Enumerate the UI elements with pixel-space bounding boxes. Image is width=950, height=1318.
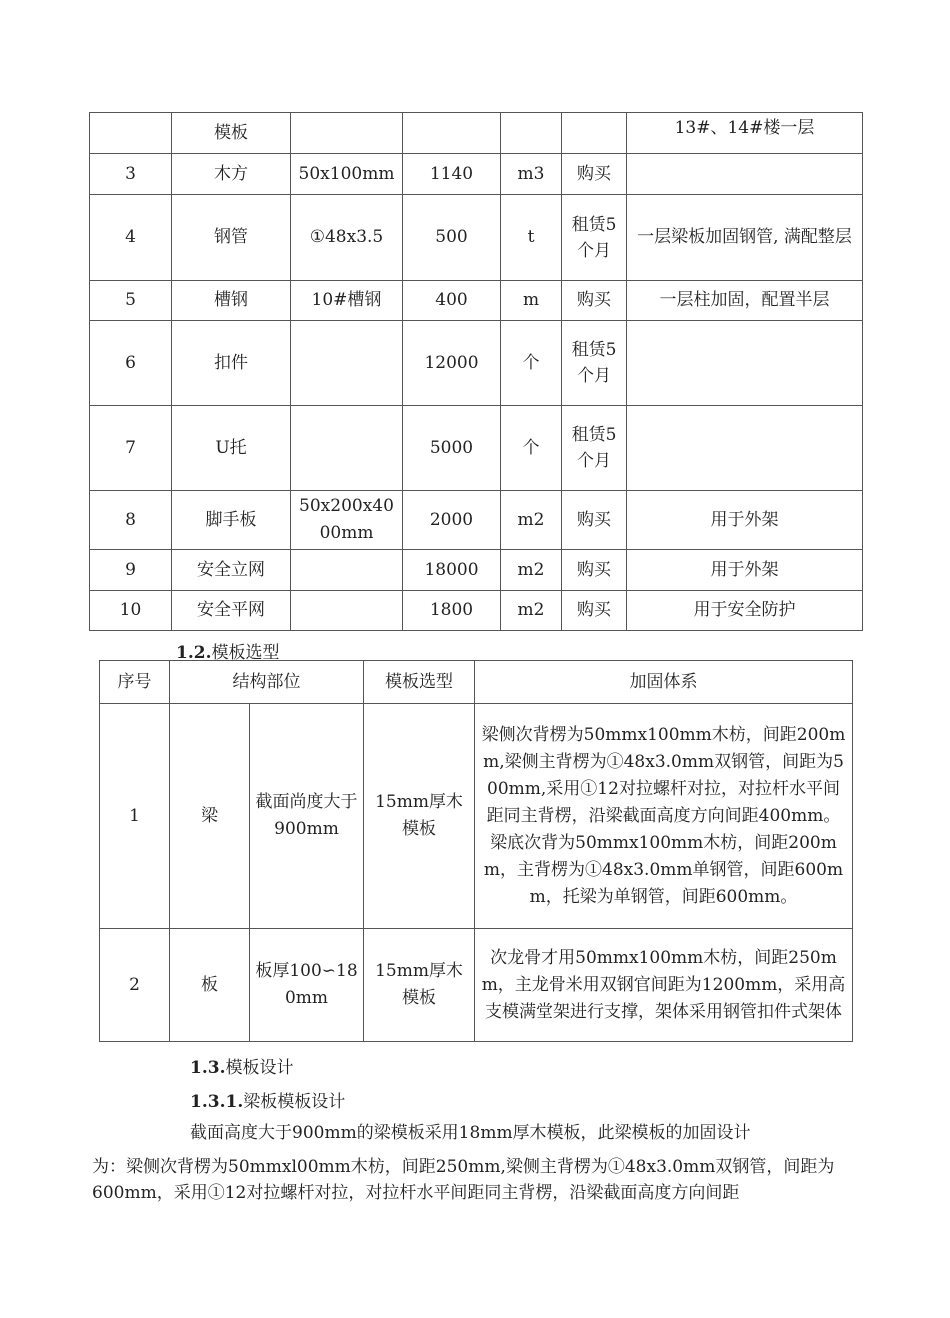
- cell-unit: 个: [501, 321, 562, 406]
- paragraph-body: 为：梁侧次背楞为50mmxl00mm木枋，间距250mm,梁侧主背楞为①48x3.0mm双钢管，间距为600mm，采用①12对拉螺杆对拉，对拉杆水平间距同主背楞，沿梁截面高度方向间距: [92, 1157, 835, 1203]
- cell-name: 槽钢: [172, 281, 291, 321]
- section-heading-1-3-1: 1.3.1.梁板模板设计: [190, 1092, 346, 1112]
- table-row: [90, 406, 863, 491]
- cell-spec: [291, 591, 403, 631]
- cell-qty: 500: [403, 195, 501, 281]
- cell-name: 安全平网: [172, 591, 291, 631]
- header-part: 结构部位: [170, 661, 364, 704]
- cell-qty: 1140: [403, 154, 501, 195]
- paragraph-first-line: 截面高度大于900mm的梁模板采用18mm厚木模板，此梁模板的加固设计: [190, 1123, 751, 1143]
- cell-unit: m3: [501, 154, 562, 195]
- cell-name: 木方: [172, 154, 291, 195]
- cell-note: [627, 406, 863, 491]
- cell-spec: 10#槽钢: [291, 281, 403, 321]
- cell-no: 7: [90, 406, 172, 491]
- table-row: [90, 550, 863, 591]
- table-row: [90, 321, 863, 406]
- cell-method: 购买: [562, 591, 627, 631]
- row-no: 1: [100, 704, 170, 929]
- table-row: [90, 113, 863, 154]
- row-no: 2: [100, 929, 170, 1042]
- cell-no: 3: [90, 154, 172, 195]
- cell-method: 购买: [562, 550, 627, 591]
- section-heading-1-2: 1.2.模板选型: [176, 643, 280, 663]
- cell-method: 购买: [562, 491, 627, 550]
- cell-note: [627, 154, 863, 195]
- materials-table: [89, 112, 863, 631]
- cell-qty: 18000: [403, 550, 501, 591]
- cell-method: 租赁5个月: [562, 195, 627, 281]
- table-row: [90, 591, 863, 631]
- row-part: 梁: [170, 704, 250, 929]
- cell-note: 用于外架: [627, 491, 863, 550]
- cell-unit: m2: [501, 491, 562, 550]
- cell-method: 购买: [562, 154, 627, 195]
- cell-name: 钢管: [172, 195, 291, 281]
- header-no: 序号: [100, 661, 170, 704]
- cell-spec: [291, 321, 403, 406]
- cell-spec: ①48x3.5: [291, 195, 403, 281]
- cell-method: [562, 113, 627, 154]
- cell-qty: 12000: [403, 321, 501, 406]
- cell-method: 购买: [562, 281, 627, 321]
- table-row: [90, 154, 863, 195]
- row-part: 板: [170, 929, 250, 1042]
- cell-unit: t: [501, 195, 562, 281]
- section-heading-1-3: 1.3.模板设计: [190, 1058, 294, 1078]
- cell-method: 租赁5个月: [562, 406, 627, 491]
- cell-qty: 2000: [403, 491, 501, 550]
- cell-spec: [291, 406, 403, 491]
- cell-name: 脚手板: [172, 491, 291, 550]
- cell-unit: 个: [501, 406, 562, 491]
- cell-qty: [403, 113, 501, 154]
- cell-unit: m: [501, 281, 562, 321]
- cell-unit: m2: [501, 591, 562, 631]
- cell-no: 9: [90, 550, 172, 591]
- row-type: 15mm厚木模板: [364, 929, 475, 1042]
- table-row: [100, 704, 853, 929]
- cell-method: 租赁5个月: [562, 321, 627, 406]
- cell-spec: [291, 550, 403, 591]
- cell-unit: m2: [501, 550, 562, 591]
- cell-note: 一层柱加固，配置半层: [627, 281, 863, 321]
- table-row: [100, 929, 853, 1042]
- cell-unit: [501, 113, 562, 154]
- cell-qty: 5000: [403, 406, 501, 491]
- row-system: 梁侧次背楞为50mmx100mm木枋，间距200mm,梁侧主背楞为①48x3.0mm双钢管，间距为500mm,采用①12对拉螺杆对拉，对拉杆水平间距同主背楞，沿梁截面高度方向间距400mm。梁底次背为50mmx100mm木枋，间距200mm，主背楞为①48x3.0mm单钢管，间距600mm，托梁为单钢管，间距600mm。: [475, 704, 853, 929]
- cell-note: 13#、14#楼一层: [627, 113, 863, 154]
- table-row: [90, 491, 863, 550]
- cell-note: [627, 321, 863, 406]
- cell-name: 安全立网: [172, 550, 291, 591]
- cell-spec: 50x100mm: [291, 154, 403, 195]
- cell-no: 4: [90, 195, 172, 281]
- cell-no: 10: [90, 591, 172, 631]
- row-type: 15mm厚木模板: [364, 704, 475, 929]
- header-type: 模板选型: [364, 661, 475, 704]
- cell-no: 6: [90, 321, 172, 406]
- cell-qty: 400: [403, 281, 501, 321]
- table-header-row: [100, 661, 853, 704]
- cell-spec: [291, 113, 403, 154]
- cell-note: 用于外架: [627, 550, 863, 591]
- cell-qty: 1800: [403, 591, 501, 631]
- cell-name: 模板: [172, 113, 291, 154]
- table-row: [90, 195, 863, 281]
- cell-no: [90, 113, 172, 154]
- cell-note: 一层梁板加固钢管, 满配整层: [627, 195, 863, 281]
- cell-spec: 50x200x4000mm: [291, 491, 403, 550]
- cell-no: 5: [90, 281, 172, 321]
- cell-name: U托: [172, 406, 291, 491]
- cell-name: 扣件: [172, 321, 291, 406]
- row-subpart: 板厚100∽180mm: [250, 929, 364, 1042]
- row-subpart: 截面尚度大于900mm: [250, 704, 364, 929]
- table-row: [90, 281, 863, 321]
- header-system: 加固体系: [475, 661, 853, 704]
- formwork-selection-table: [99, 660, 853, 1042]
- cell-note: 用于安全防护: [627, 591, 863, 631]
- cell-no: 8: [90, 491, 172, 550]
- row-system: 次龙骨才用50mmx100mm木枋，间距250mm，主龙骨米用双钢官间距为1200mm，采用高支模满堂架进行支撑，架体采用钢管扣件式架体: [475, 929, 853, 1042]
